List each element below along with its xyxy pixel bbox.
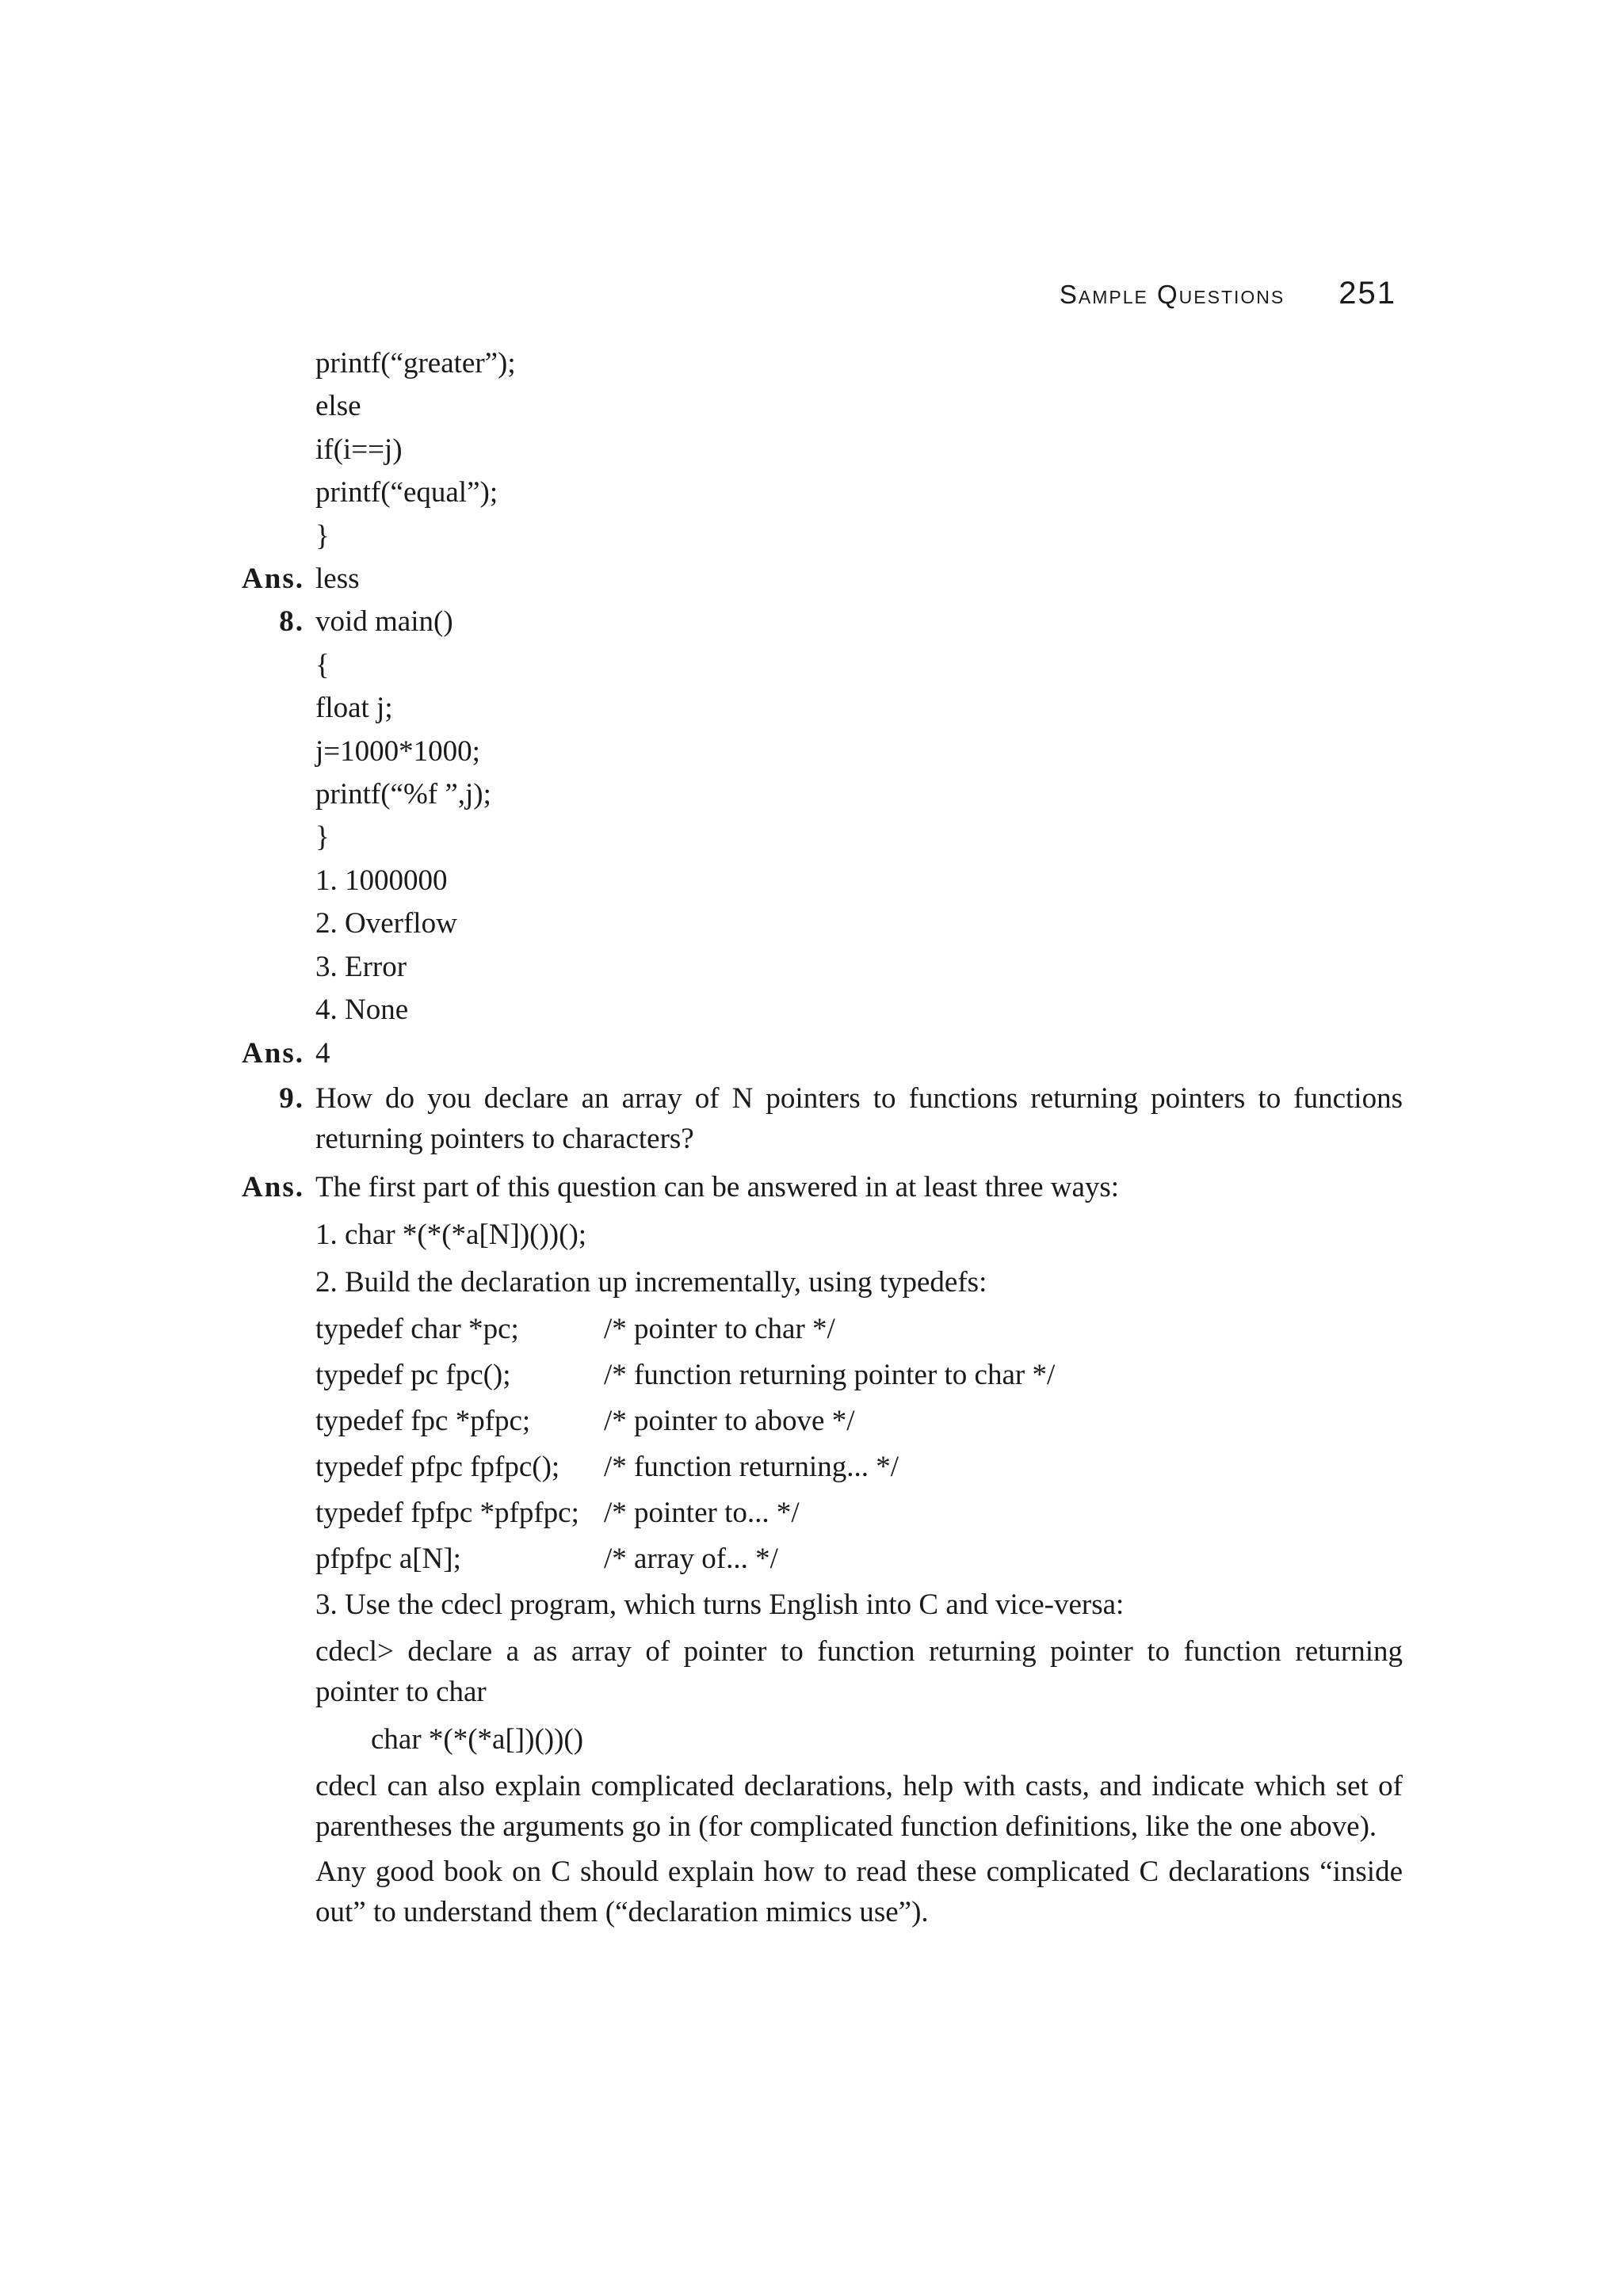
typedef-row xyxy=(236,1444,1403,1490)
running-header xyxy=(1060,276,1396,317)
code-line: float j; xyxy=(315,692,393,725)
typedef-code: typedef pfpc fpfpc(); xyxy=(315,1450,560,1483)
option: 3. Error xyxy=(315,950,407,983)
page-body xyxy=(236,342,1403,1937)
option: 1. 1000000 xyxy=(315,864,448,897)
typedef-comment: /* pointer to... */ xyxy=(604,1496,800,1529)
way-2: 2. Build the declaration up incrementally, using typedefs: xyxy=(315,1265,987,1299)
answer-text: 4 xyxy=(315,1036,330,1070)
code-line: } xyxy=(315,519,330,552)
answer-text: less xyxy=(315,563,360,596)
page-number: 251 xyxy=(1338,276,1396,311)
cdecl-command: cdecl> declare a as array of pointer to function returning pointer to function returning pointer to char xyxy=(315,1634,1403,1708)
answer-label: Ans. xyxy=(242,1170,304,1203)
option: 4. None xyxy=(315,994,409,1027)
answer-label: Ans. xyxy=(242,1036,304,1070)
code-line: { xyxy=(315,648,330,681)
typedef-code: typedef char *pc; xyxy=(315,1312,519,1345)
code-line: printf(“equal”); xyxy=(315,476,498,509)
code-line: else xyxy=(315,390,361,423)
typedef-row xyxy=(236,1490,1403,1536)
way-1: 1. char *(*(*a[N])())(); xyxy=(315,1218,587,1251)
paragraph: cdecl can also explain complicated declarations, help with casts, and indicate which set of parentheses the arguments go in (for complicated function definitions, like the one above). xyxy=(315,1769,1403,1843)
typedef-comment: /* function returning pointer to char */ xyxy=(604,1358,1056,1391)
paragraph: Any good book on C should explain how to read these complicated C declarations “inside out” to understand them (“declaration mimics use”). xyxy=(315,1855,1403,1928)
code-line: void main() xyxy=(315,605,453,639)
typedef-code: pfpfpc a[N]; xyxy=(315,1542,461,1575)
code-line: printf(“greater”); xyxy=(315,347,516,379)
question-number: 9. xyxy=(279,1081,304,1115)
cdecl-output: char *(*(*a[])())() xyxy=(371,1722,584,1756)
option: 2. Overflow xyxy=(315,907,457,940)
typedef-comment: /* array of... */ xyxy=(604,1542,778,1575)
answer-8 xyxy=(236,1032,1403,1075)
typedef-row xyxy=(236,1306,1403,1352)
code-line: } xyxy=(315,821,330,854)
typedef-code: typedef fpfpc *pfpfpc; xyxy=(315,1496,579,1529)
typedef-row xyxy=(236,1536,1403,1582)
answer-7 xyxy=(236,558,1403,601)
way-3: 3. Use the cdecl program, which turns English into C and vice-versa: xyxy=(315,1588,1125,1621)
typedef-comment: /* function returning... */ xyxy=(604,1450,899,1483)
typedef-code: typedef fpc *pfpc; xyxy=(315,1404,531,1437)
code-line: if(i==j) xyxy=(315,433,403,466)
section-title: Sample Questions xyxy=(1059,280,1285,309)
typedef-code: typedef pc fpc(); xyxy=(315,1358,511,1391)
code-line: j=1000*1000; xyxy=(315,734,480,768)
question-number: 8. xyxy=(279,605,304,639)
question-9 xyxy=(236,1078,1403,1159)
answer-text: The first part of this question can be answered in at least three ways: xyxy=(315,1170,1120,1203)
answer-label: Ans. xyxy=(242,563,304,596)
question-text: How do you declare an array of N pointers to functions returning pointers to functions returning pointers to characters? xyxy=(315,1081,1403,1155)
code-line: printf(“%f ”,j); xyxy=(315,778,491,811)
typedef-comment: /* pointer to above */ xyxy=(604,1404,855,1437)
typedef-row xyxy=(236,1352,1403,1398)
typedef-comment: /* pointer to char */ xyxy=(604,1312,835,1345)
typedef-row xyxy=(236,1398,1403,1444)
answer-9-intro xyxy=(236,1164,1403,1211)
question-8 xyxy=(236,601,1403,643)
